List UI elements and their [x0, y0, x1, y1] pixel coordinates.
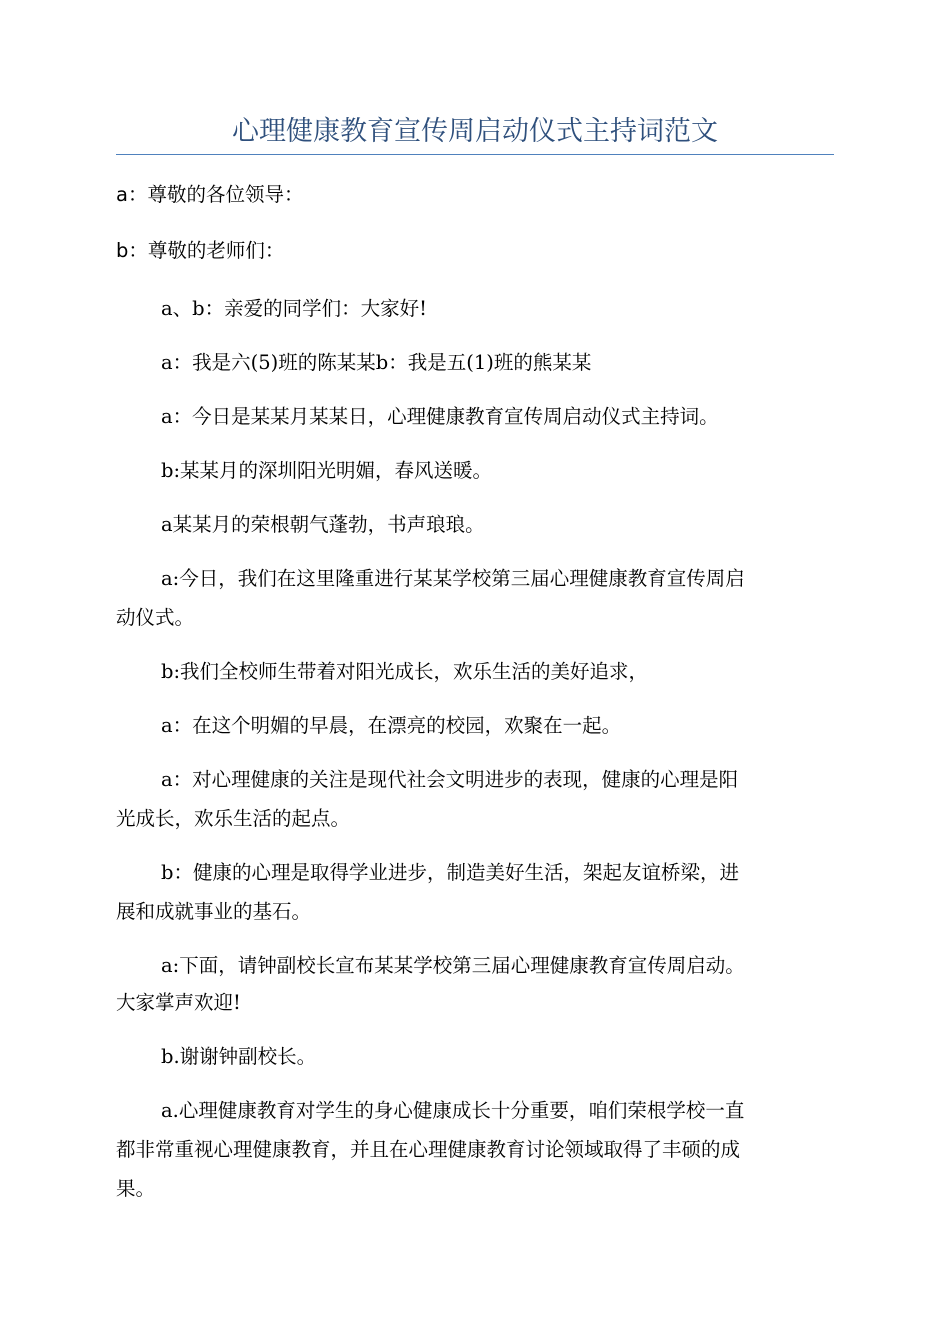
paragraph-line: a某某月的荣根朝气蓬勃，书声琅琅。 — [161, 513, 485, 536]
paragraph-line: a.心理健康教育对学生的身心健康成长十分重要，咱们荣根学校一直 — [161, 1099, 745, 1122]
paragraph-line: a：在这个明媚的早晨，在漂亮的校园，欢聚在一起。 — [161, 714, 622, 737]
paragraph-line: 果。 — [116, 1177, 156, 1200]
paragraph-line: 光成长，欢乐生活的起点。 — [116, 807, 351, 830]
paragraph-line: 都非常重视心理健康教育，并且在心理健康教育讨论领域取得了丰硕的成 — [116, 1138, 741, 1161]
title-underline — [116, 154, 834, 155]
paragraph-line: b：尊敬的老师们： — [116, 239, 285, 262]
document-title: 心理健康教育宣传周启动仪式主持词范文 — [232, 116, 718, 147]
paragraph-line: a、b：亲爱的同学们：大家好! — [161, 297, 427, 320]
paragraph-line: b:某某月的深圳阳光明媚，春风送暖。 — [161, 459, 493, 482]
paragraph-line: a:今日，我们在这里隆重进行某某学校第三届心理健康教育宣传周启 — [161, 567, 745, 590]
paragraph-line: b：健康的心理是取得学业进步，制造美好生活，架起友谊桥梁，进 — [161, 861, 739, 884]
paragraph-line: a:下面，请钟副校长宣布某某学校第三届心理健康教育宣传周启动。 — [161, 954, 745, 977]
paragraph-line: 动仪式。 — [116, 606, 195, 629]
paragraph-line: a：尊敬的各位领导： — [116, 183, 304, 206]
paragraph-line: a：我是六(5)班的陈某某b：我是五(1)班的熊某某 — [161, 351, 592, 374]
paragraph-line: b.谢谢钟副校长。 — [161, 1045, 317, 1068]
paragraph-line: b:我们全校师生带着对阳光成长，欢乐生活的美好追求， — [161, 660, 649, 683]
paragraph-line: a：今日是某某月某某日，心理健康教育宣传周启动仪式主持词。 — [161, 405, 719, 428]
paragraph-line: 大家掌声欢迎! — [116, 991, 241, 1014]
paragraph-line: 展和成就事业的基石。 — [116, 900, 312, 923]
paragraph-line: a：对心理健康的关注是现代社会文明进步的表现，健康的心理是阳 — [161, 768, 739, 791]
